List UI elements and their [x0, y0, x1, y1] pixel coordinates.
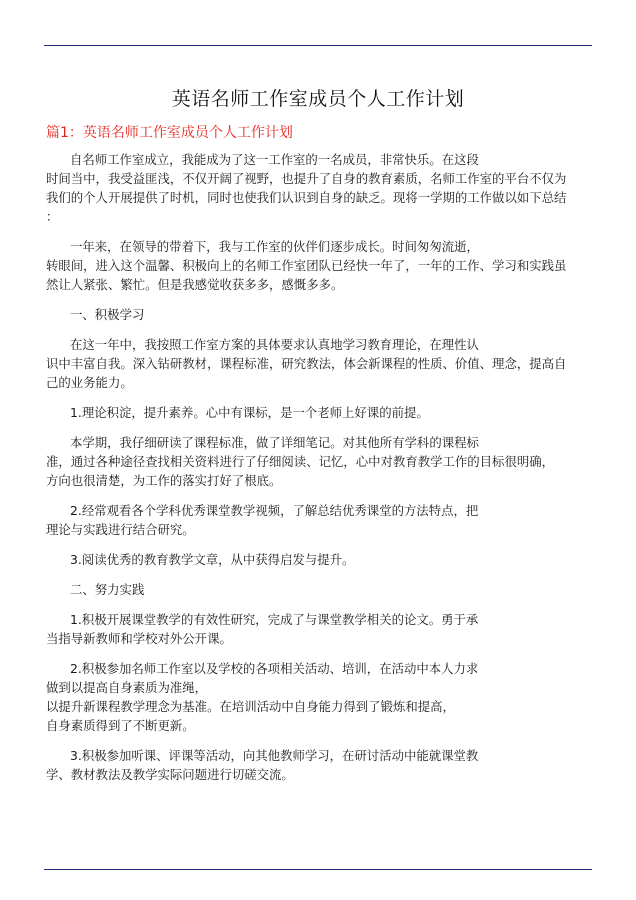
paragraph: [46, 237, 594, 294]
paragraph: [46, 610, 594, 648]
section-heading: 篇1：英语名师工作室成员个人工作计划: [46, 125, 293, 141]
text-line: 时间当中，我受益匪浅，不仅开阔了视野，也提升了自身的教育素质，名师工作室的平台不仅为: [46, 171, 567, 186]
footer-rule: [44, 869, 592, 870]
paragraph: [46, 746, 594, 784]
text-line: 然让人紧张、繁忙。但是我感觉收获多多，感慨多多。: [46, 277, 344, 292]
text-line: 方向也很清楚，为工作的落实打好了根底。: [46, 473, 282, 488]
paragraph: [46, 150, 594, 226]
text-line: 当指导新教师和学校对外公开课。: [46, 631, 232, 646]
text-line: 1.理论积淀，提升素养。心中有课标，是一个老师上好课的前提。: [70, 405, 429, 420]
text-line: ：: [46, 209, 59, 224]
text-line: 自名师工作室成立，我能成为了这一工作室的一名成员，非常快乐。在这段: [70, 152, 479, 167]
text-line: 2.经常观看各个学科优秀课堂教学视频，了解总结优秀课堂的方法特点，把: [70, 503, 479, 518]
text-line: 3.阅读优秀的教育教学文章，从中获得启发与提升。: [70, 552, 355, 567]
paragraph: [46, 501, 594, 539]
text-line: 以提升新课程教学理念为基准。在培训活动中自身能力得到了锻炼和提高，: [46, 699, 455, 714]
text-line: 学、教材教法及教学实际问题进行切磋交流。: [46, 767, 294, 782]
header-rule: [44, 45, 592, 46]
text-line: 转眼间，进入这个温馨、积极向上的名师工作室团队已经快一年了，一年的工作、学习和实践虽: [46, 258, 567, 273]
text-line: 在这一年中，我按照工作室方案的具体要求认真地学习教育理论，在理性认: [70, 337, 479, 352]
section-title: [46, 305, 594, 324]
text-line: 1.积极开展课堂教学的有效性研究，完成了与课堂教学相关的论文。勇于承: [70, 612, 479, 627]
text-line: 2.积极参加名师工作室以及学校的各项相关活动、培训，在活动中本人力求: [70, 661, 479, 676]
text-line: 本学期，我仔细研读了课程标准，做了详细笔记。对其他所有学科的课程标: [70, 435, 479, 450]
text-line: 我们的个人开展提供了时机，同时也使我们认识到自身的缺乏。现将一学期的工作做以如下总结: [46, 190, 567, 205]
document-title: 英语名师工作室成员个人工作计划: [171, 88, 465, 110]
text-line: 做到以提高自身素质为准绳，: [46, 680, 208, 695]
text-line: 准，通过各种途径查找相关资料进行了仔细阅读、记忆，心中对教育教学工作的目标很明确，: [46, 454, 555, 469]
text-line: 一、积极学习: [70, 307, 145, 322]
text-line: 识中丰富自我。深入钻研教材，课程标准，研究教法，体会新课程的性质、价值、理念，提高自: [46, 356, 567, 371]
paragraph: [46, 659, 594, 735]
document-body: [46, 150, 594, 795]
text-line: 二、努力实践: [70, 582, 145, 597]
section-title: [46, 580, 594, 599]
text-line: 理论与实践进行结合研究。: [46, 522, 195, 537]
paragraph: [46, 403, 594, 422]
paragraph: [46, 433, 594, 490]
paragraph: [46, 550, 594, 569]
paragraph: [46, 335, 594, 392]
text-line: 3.积极参加听课、评课等活动，向其他教师学习，在研讨活动中能就课堂教: [70, 748, 479, 763]
text-line: 自身素质得到了不断更新。: [46, 718, 195, 733]
text-line: 一年来，在领导的带着下，我与工作室的伙伴们逐步成长。时间匆匆流逝，: [70, 239, 479, 254]
text-line: 己的业务能力。: [46, 375, 133, 390]
